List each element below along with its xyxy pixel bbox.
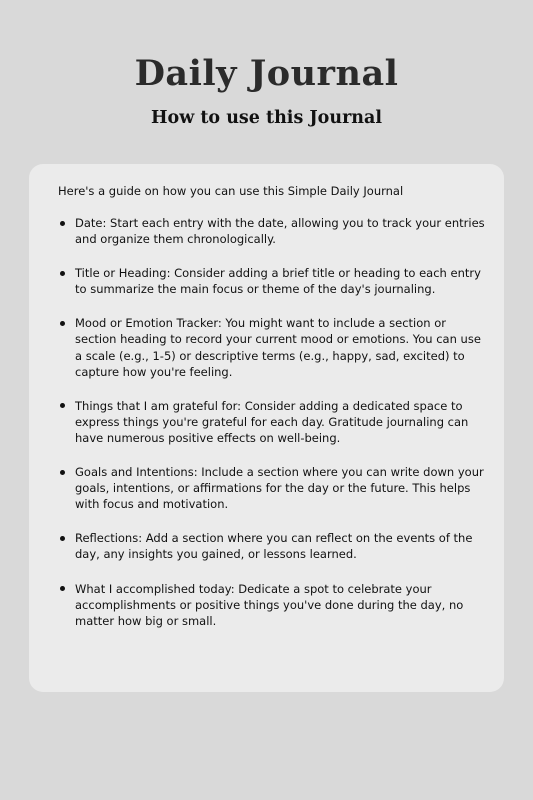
guide-item-text: What I accomplished today: Dedicate a spot to celebrate your accomplishments or positive things you've done during the day, no matter how big or small. bbox=[75, 581, 464, 628]
page-title: Daily Journal bbox=[134, 53, 399, 94]
bullet-icon bbox=[60, 321, 65, 326]
guide-item-text: Goals and Intentions: Include a section where you can write down your goals, intentions, or affirmations for the day or the future. This helps with focus and motivation. bbox=[75, 465, 484, 512]
guide-item-reflections bbox=[58, 530, 490, 562]
guide-item-goals bbox=[58, 464, 490, 512]
bullet-icon bbox=[60, 586, 65, 591]
bullet-icon bbox=[60, 536, 65, 541]
guide-item-text: Mood or Emotion Tracker: You might want to include a section or section heading to record your current mood or emotions. You can use a scale (e.g., 1-5) or descriptive terms (e.g., happy, sad, excited) to capture how you're feeling. bbox=[75, 316, 481, 379]
guide-item-date bbox=[58, 215, 490, 247]
bullet-icon bbox=[60, 470, 65, 475]
bullet-icon bbox=[60, 403, 65, 408]
guide-item-accomplished bbox=[58, 581, 490, 629]
bullet-icon bbox=[60, 221, 65, 226]
guide-intro: Here's a guide on how you can use this Simple Daily Journal bbox=[58, 184, 404, 198]
page-subtitle: How to use this Journal bbox=[150, 108, 383, 128]
guide-item-mood bbox=[58, 315, 490, 379]
guide-list bbox=[58, 215, 490, 647]
guide-item-text: Things that I am grateful for: Consider adding a dedicated space to express things you're grateful for each day. Gratitude journaling can have numerous positive effects on well-being. bbox=[75, 398, 469, 445]
guide-item-text: Reflections: Add a section where you can reflect on the events of the day, any insights you gained, or lessons learned. bbox=[75, 531, 473, 562]
guide-item-gratitude bbox=[58, 398, 490, 446]
guide-card bbox=[29, 164, 504, 692]
guide-item-text: Title or Heading: Consider adding a brief title or heading to each entry to summarize the main focus or theme of the day's journaling. bbox=[75, 266, 481, 297]
guide-item-text: Date: Start each entry with the date, allowing you to track your entries and organize them chronologically. bbox=[75, 216, 485, 247]
guide-item-title bbox=[58, 265, 490, 297]
bullet-icon bbox=[60, 271, 65, 276]
